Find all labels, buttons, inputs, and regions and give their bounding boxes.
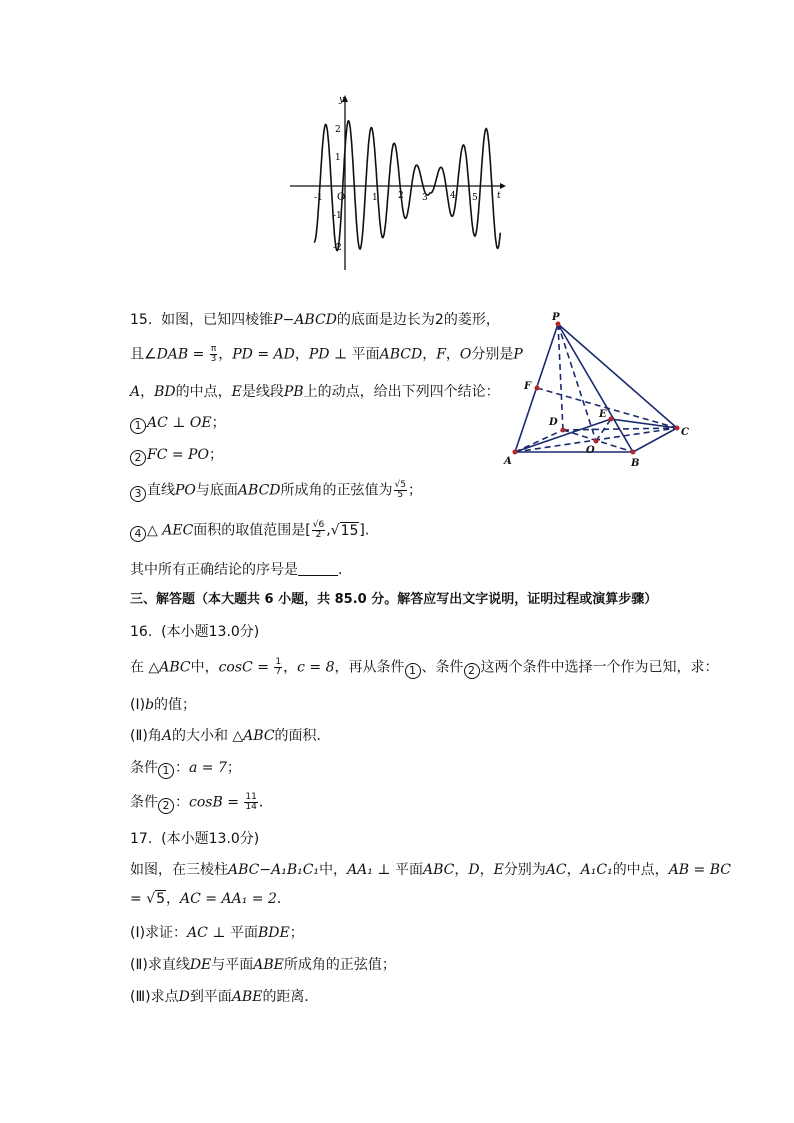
fraction: $\frac{1}{7}$ bbox=[275, 657, 282, 677]
fraction: $\frac{√6}{2}$ bbox=[312, 520, 325, 540]
circled-number: 3 bbox=[130, 486, 146, 502]
fraction: $\frac{√5}{5}$ bbox=[394, 480, 406, 500]
q15-line1: 15. 如图，已知四棱锥P−ABCD的底面是边长为2的菱形， bbox=[130, 312, 500, 328]
q17-stem-line2: = √5，AC = AA₁ = 2． bbox=[130, 891, 291, 907]
t-axis-label: t bbox=[497, 191, 501, 201]
vertex-label: A bbox=[504, 456, 512, 467]
q15-conclusion-4: 4 △ AEC面积的取值范围是[ $\frac{√6}{2}$ ,√15]. bbox=[130, 521, 369, 542]
q16-part1: (Ⅰ)b的值； bbox=[130, 697, 197, 713]
q15-line3: A，BD的中点，E是线段PB上的动点，给出下列四个结论： bbox=[130, 384, 500, 400]
circled-number: 2 bbox=[130, 450, 146, 466]
function-graph bbox=[285, 90, 510, 275]
section-heading: 三、解答题（本大题共 6 小题，共 85.0 分。解答应写出文字说明，证明过程或演算步骤） bbox=[130, 592, 658, 607]
vertex-label: F bbox=[524, 381, 532, 392]
t-tick-label: 2 bbox=[398, 191, 404, 201]
answer-blank[interactable] bbox=[298, 563, 338, 576]
q15-line2: 且∠DAB = $\frac{\pi}{3}$ ，PD = AD，PD ⊥ 平面ABCD，F，O分别是P bbox=[130, 344, 523, 364]
vertex-label: O bbox=[586, 445, 595, 456]
vertex-label: B bbox=[631, 458, 640, 469]
y-tick-label: -1 bbox=[333, 211, 342, 221]
t-tick-label: 4 bbox=[450, 191, 456, 201]
t-tick-label: 5 bbox=[472, 193, 478, 203]
q16-part2: (Ⅱ)角A的大小和 △ABC的面积． bbox=[130, 728, 331, 744]
q16-stem: 在 △ABC中，cosC = $\frac{1}{7}$ ，c = 8，再从条件 1 、条件 2 这两个条件中选择一个作为已知，求： bbox=[130, 657, 719, 677]
y-tick-label: -2 bbox=[333, 243, 342, 253]
q16-condition-2: 条件 2 ：cosB = $\frac{11}{14}$ ． bbox=[130, 792, 273, 812]
fraction: $\frac{\pi}{3}$ bbox=[210, 344, 217, 364]
vertex-label: C bbox=[681, 427, 689, 438]
pyramid-figure bbox=[500, 308, 700, 473]
t-tick-label: 1 bbox=[372, 193, 378, 203]
vertex-label: E bbox=[599, 409, 607, 420]
circled-number: 1 bbox=[130, 418, 146, 434]
vertex-label: P bbox=[552, 312, 560, 323]
q17-stem-line1: 如图，在三棱柱ABC−A₁B₁C₁中，AA₁ ⊥ 平面ABC，D，E分别为AC，A₁C₁的中点，AB = BC bbox=[130, 862, 731, 878]
fraction: $\frac{11}{14}$ bbox=[245, 792, 257, 812]
t-tick-label: -1 bbox=[314, 193, 323, 203]
q17-part2: (Ⅱ)求直线DE与平面ABE所成角的正弦值； bbox=[130, 957, 396, 973]
origin-label: O bbox=[337, 192, 346, 203]
y-axis-label: y bbox=[339, 95, 345, 105]
t-tick-label: 3 bbox=[422, 193, 428, 203]
q15-answer-prompt: 其中所有正确结论的序号是 ． bbox=[130, 562, 352, 578]
q15-conclusion-3: 3 直线PO与底面ABCD所成角的正弦值为 $\frac{√5}{5}$ ； bbox=[130, 481, 422, 502]
y-tick-label: 2 bbox=[335, 125, 341, 135]
y-tick-label: 1 bbox=[335, 153, 341, 163]
q17-part3: (Ⅲ)求点D到平面ABE的距离． bbox=[130, 989, 319, 1005]
vertex-label: D bbox=[549, 417, 558, 428]
q15-conclusion-2: 2 FC = PO； bbox=[130, 446, 223, 466]
q15-conclusion-1: 1 AC ⊥ OE； bbox=[130, 414, 226, 434]
q17-part1: (Ⅰ)求证：AC ⊥ 平面BDE； bbox=[130, 925, 304, 941]
q17-header: 17. (本小题13.0分) bbox=[130, 831, 260, 847]
q16-condition-1: 条件 1 ：a = 7； bbox=[130, 760, 241, 777]
q16-header: 16. (本小题13.0分) bbox=[130, 624, 260, 640]
circled-number: 4 bbox=[130, 526, 146, 542]
